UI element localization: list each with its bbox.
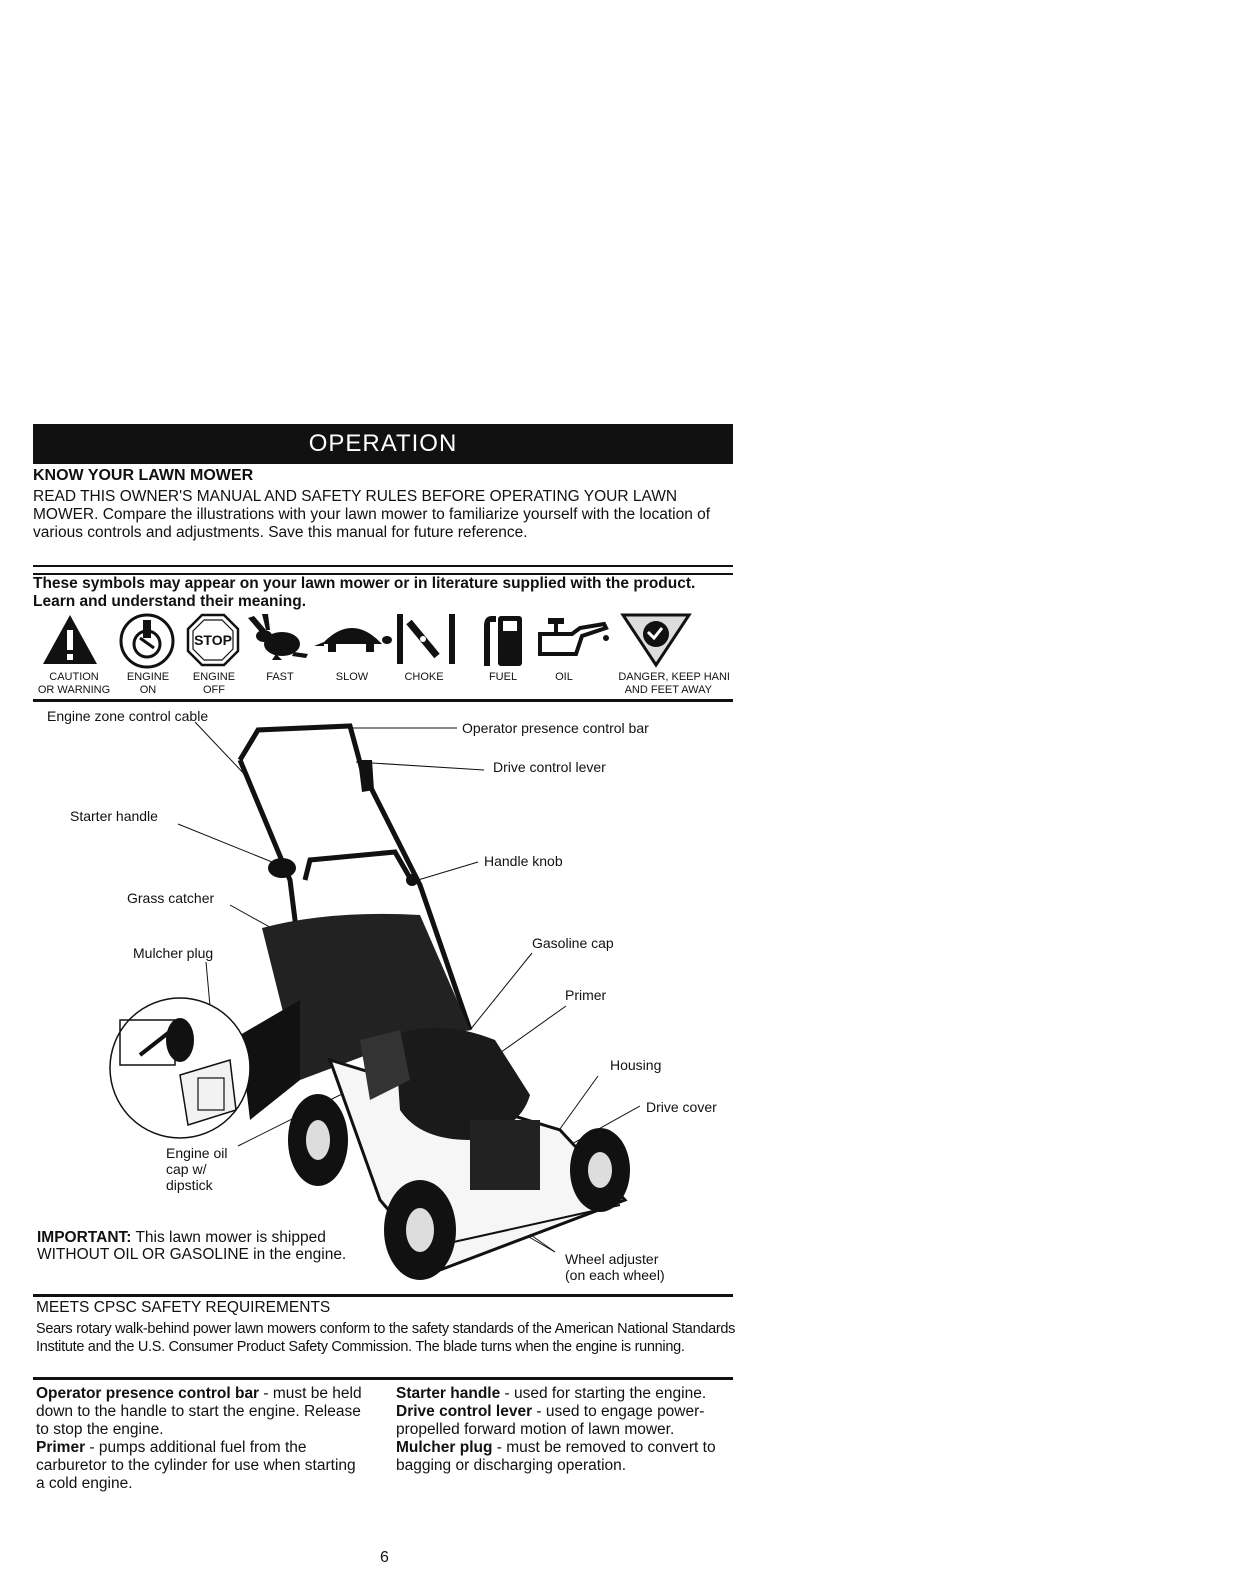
oil-can-icon bbox=[532, 612, 610, 664]
callout-engine-zone-cable: Engine zone control cable bbox=[47, 708, 209, 724]
important-note bbox=[37, 1229, 377, 1263]
description-item bbox=[396, 1439, 726, 1475]
section-heading: KNOW YOUR LAWN MOWER bbox=[33, 467, 254, 484]
choke-icon bbox=[393, 612, 463, 667]
rabbit-icon bbox=[246, 612, 312, 662]
description-text: - used for starting the engine. bbox=[500, 1385, 707, 1402]
stop-sign-icon bbox=[185, 612, 241, 668]
callout-grass-catcher: Grass catcher bbox=[127, 890, 215, 906]
symbol-label: DANGER, KEEP HANI bbox=[618, 671, 730, 683]
divider bbox=[33, 573, 733, 575]
important-text: This lawn mower is shipped WITHOUT OIL OR GASOLINE in the engine. bbox=[37, 1229, 347, 1263]
turtle-icon bbox=[312, 612, 392, 657]
divider bbox=[33, 1377, 733, 1380]
callout-drive-lever: Drive control lever bbox=[493, 759, 606, 775]
symbols-note: These symbols may appear on your lawn mower or in literature supplied with the product. Learn and understand their meaning. bbox=[33, 575, 696, 610]
divider bbox=[33, 1294, 733, 1297]
symbol-label: ENGINE bbox=[192, 671, 236, 683]
divider bbox=[33, 565, 733, 567]
engine-on-icon bbox=[118, 612, 176, 670]
callout-engine-oil-cap: Engine oil cap w/ dipstick bbox=[166, 1145, 228, 1193]
lawn-mower-illustration bbox=[0, 700, 740, 1300]
symbol-label: OFF bbox=[203, 684, 225, 696]
descriptions-left bbox=[36, 1385, 366, 1493]
symbol-label: CHOKE bbox=[404, 671, 444, 683]
callout-wheel-adjuster: Wheel adjuster (on each wheel) bbox=[565, 1251, 665, 1283]
symbol-label: ON bbox=[139, 684, 157, 696]
important-label: IMPORTANT: bbox=[37, 1229, 132, 1246]
cpsc-title: MEETS CPSC SAFETY REQUIREMENTS bbox=[36, 1299, 331, 1316]
description-item bbox=[396, 1403, 726, 1439]
description-term: Primer bbox=[36, 1439, 86, 1456]
callout-housing: Housing bbox=[610, 1057, 662, 1073]
symbol-label: SLOW bbox=[335, 671, 369, 683]
description-term: Drive control lever bbox=[396, 1403, 533, 1420]
callout-primer: Primer bbox=[565, 987, 607, 1003]
stop-sign-text: STOP bbox=[194, 632, 232, 648]
description-item bbox=[36, 1385, 366, 1439]
danger-hand-icon bbox=[620, 612, 692, 668]
symbol-label: ENGINE bbox=[126, 671, 170, 683]
symbol-label: CAUTION bbox=[49, 671, 99, 683]
description-text: - must be held down to the handle to start the engine. Release to stop the engine. bbox=[36, 1385, 362, 1438]
description-text: - used to engage power-propelled forward motion of lawn mower. bbox=[396, 1403, 705, 1438]
symbol-label: FUEL bbox=[488, 671, 518, 683]
callout-operator-bar: Operator presence control bar bbox=[462, 720, 649, 736]
description-term: Starter handle bbox=[396, 1385, 501, 1402]
description-text: - must be removed to convert to bagging or discharging operation. bbox=[396, 1439, 716, 1474]
callout-mulcher-plug: Mulcher plug bbox=[133, 945, 214, 961]
cpsc-paragraph: Sears rotary walk-behind power lawn mowers conform to the safety standards of the American National Standards Institute and the U.S. Consumer Product Safety Commission. The blade turns when the engine is running. bbox=[36, 1321, 736, 1355]
description-item bbox=[396, 1385, 726, 1403]
description-item bbox=[36, 1439, 366, 1493]
description-text: - pumps additional fuel from the carburetor to the cylinder for use when starting a cold engine. bbox=[36, 1439, 356, 1492]
symbol-label: FAST bbox=[266, 671, 294, 683]
intro-paragraph: READ THIS OWNER'S MANUAL AND SAFETY RULES BEFORE OPERATING YOUR LAWN MOWER. Compare the illustrations with your lawn mower to familiarize yourself with the location of various controls and adjustments. Save this manual for future reference. bbox=[33, 488, 711, 541]
descriptions-right bbox=[396, 1385, 726, 1475]
caution-triangle-icon bbox=[40, 612, 100, 667]
description-term: Operator presence control bar bbox=[36, 1385, 260, 1402]
description-term: Mulcher plug bbox=[396, 1439, 493, 1456]
page-number: 6 bbox=[380, 1549, 389, 1566]
symbol-label: AND FEET AWAY bbox=[624, 684, 712, 696]
fuel-pump-icon bbox=[478, 612, 526, 670]
section-banner: OPERATION bbox=[33, 424, 733, 464]
symbol-label: OR WARNING bbox=[37, 684, 111, 696]
callout-starter-handle: Starter handle bbox=[70, 808, 158, 824]
callout-drive-cover: Drive cover bbox=[646, 1099, 717, 1115]
callout-handle-knob: Handle knob bbox=[484, 853, 563, 869]
symbol-label: OIL bbox=[555, 671, 573, 683]
callout-gasoline-cap: Gasoline cap bbox=[532, 935, 614, 951]
